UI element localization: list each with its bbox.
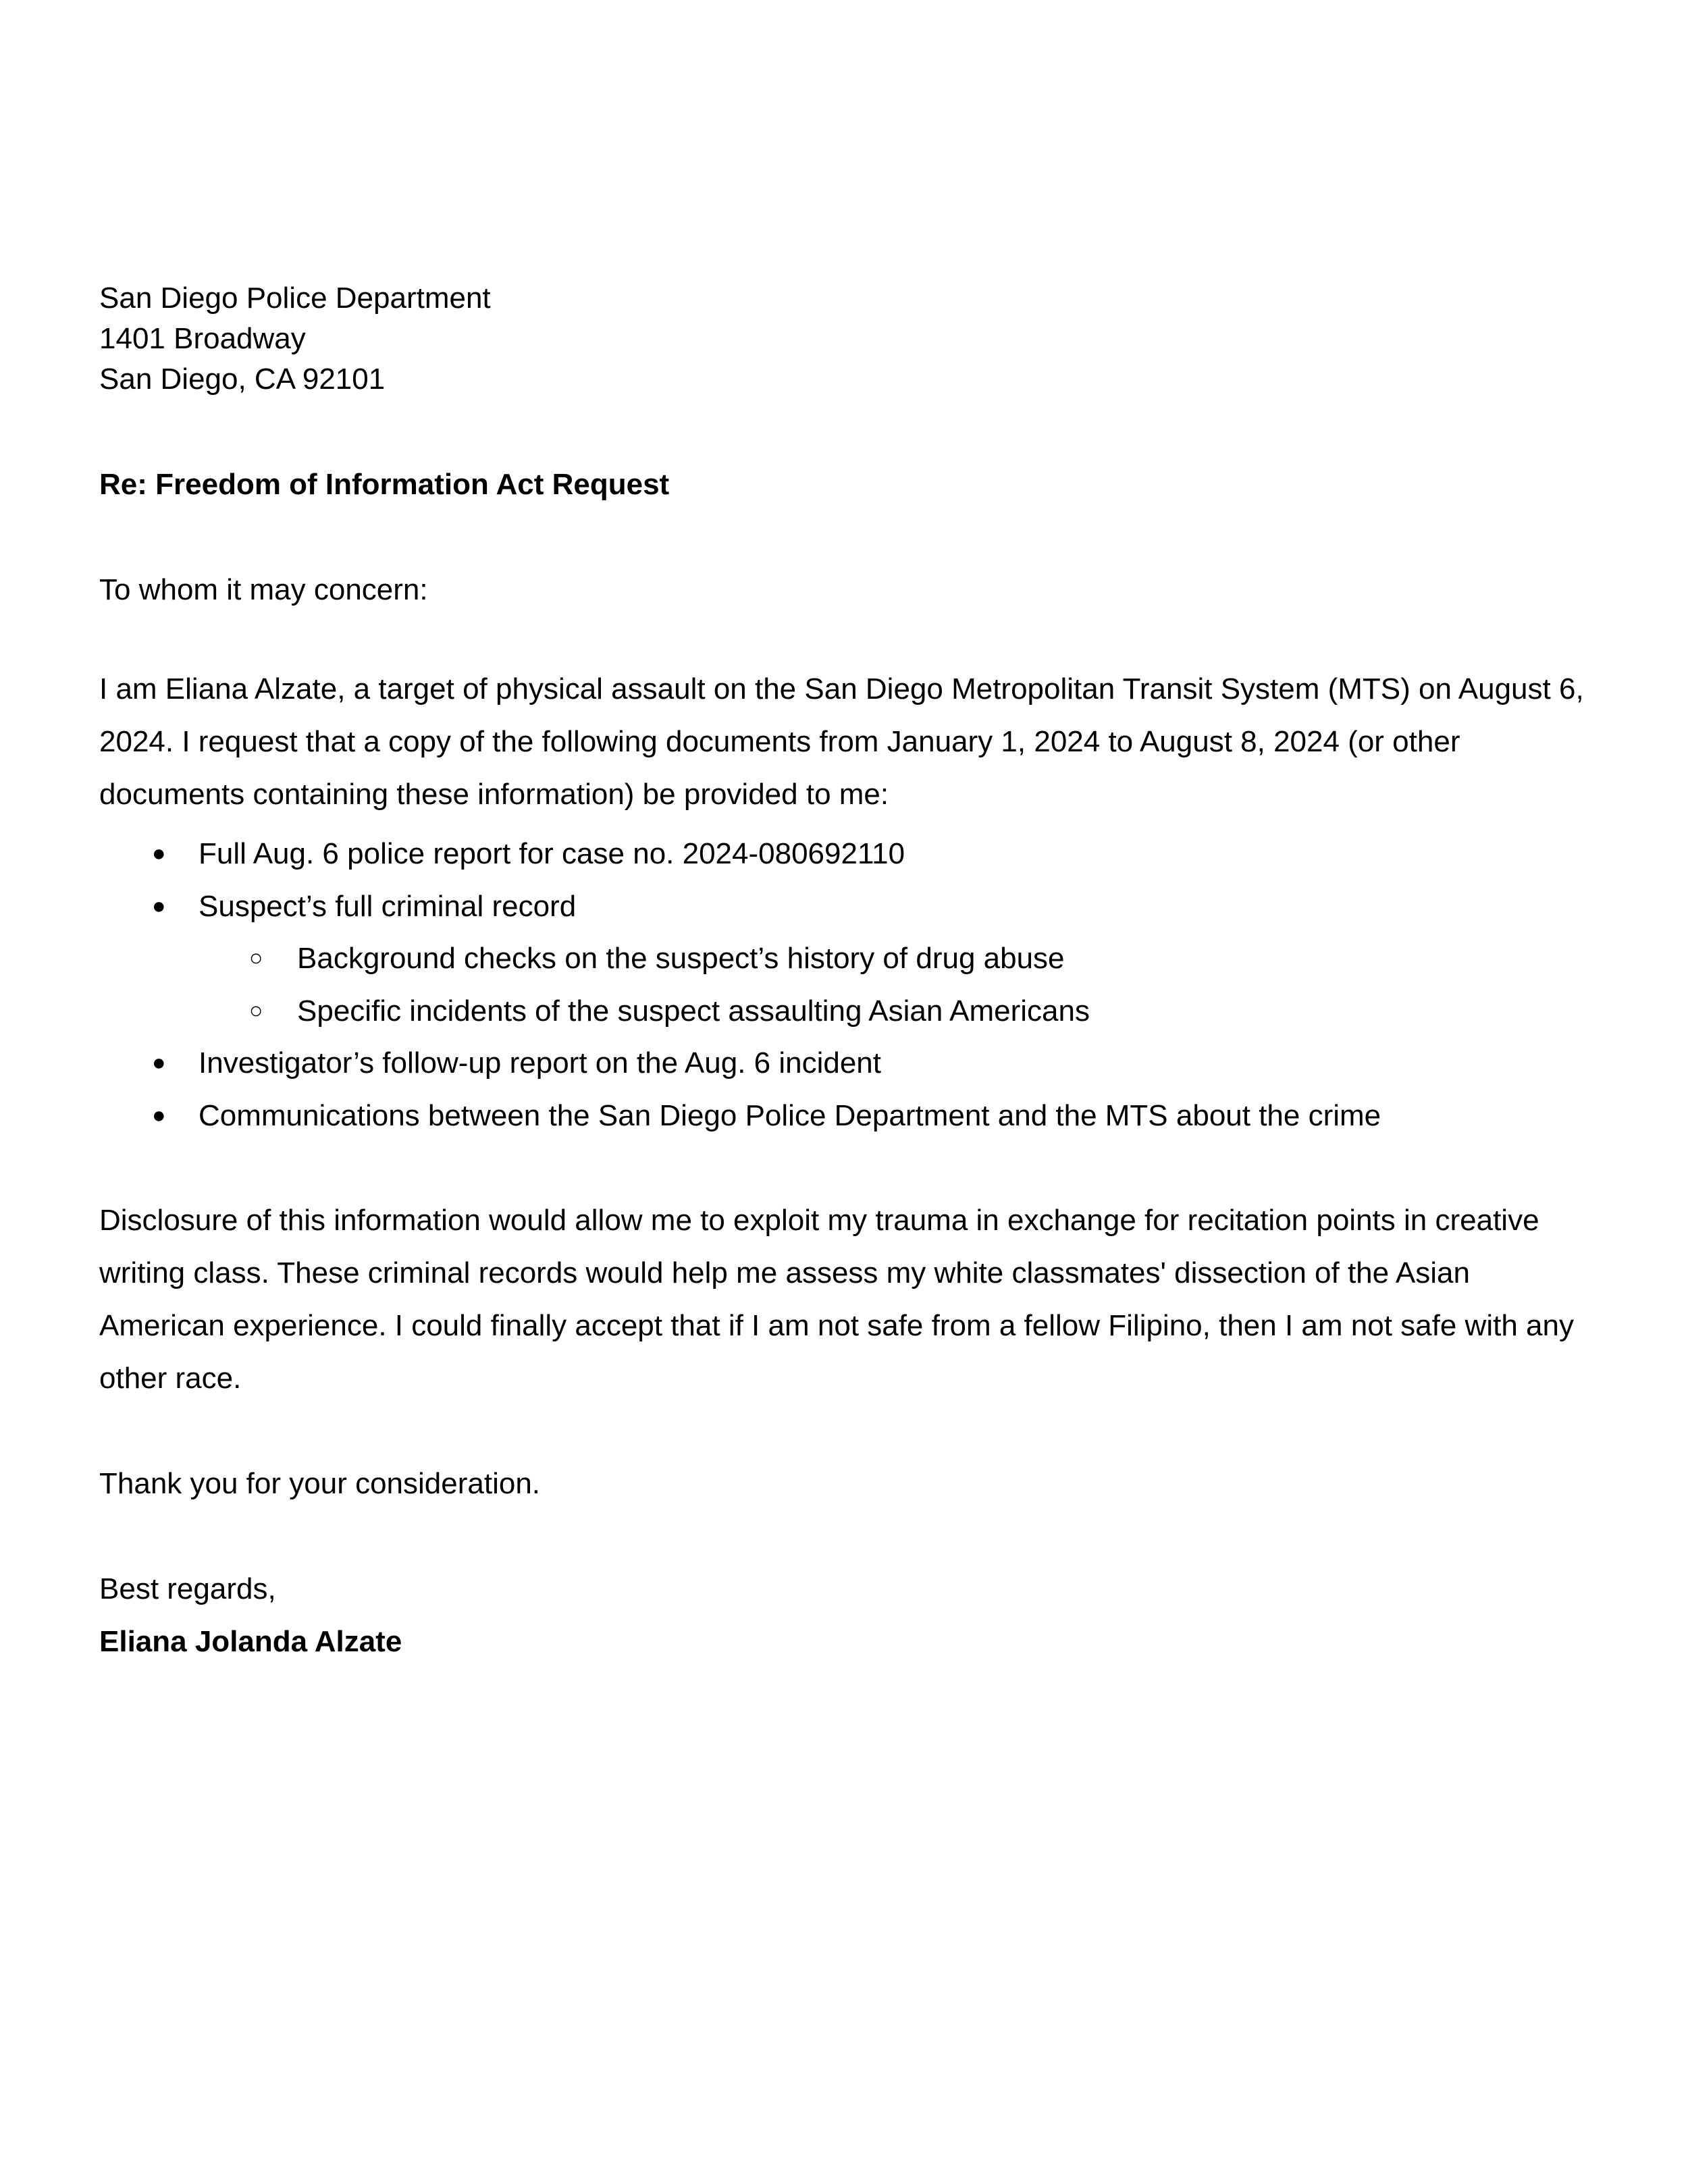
- signature-name: Eliana Jolanda Alzate: [99, 1625, 402, 1658]
- recipient-street: 1401 Broadway: [99, 322, 306, 355]
- hollow-bullet-icon: ○: [249, 945, 263, 971]
- hollow-bullet-icon: ○: [249, 997, 263, 1023]
- thanks-line: Thank you for your consideration.: [99, 1467, 541, 1500]
- letter-body: [99, 278, 1591, 1668]
- sub-list-item: [99, 985, 1591, 1038]
- recipient-name: San Diego Police Department: [99, 282, 491, 315]
- bullet-icon: ●: [152, 841, 166, 866]
- list-item-text: Full Aug. 6 police report for case no. 2024-080692110: [199, 837, 905, 870]
- sub-list-item-text: Specific incidents of the suspect assaulting Asian Americans: [297, 994, 1090, 1028]
- subject-line: Re: Freedom of Information Act Request: [99, 468, 670, 501]
- list-item: [99, 1090, 1591, 1142]
- salutation: To whom it may concern:: [99, 573, 428, 606]
- list-item: [99, 1037, 1591, 1090]
- bullet-icon: ●: [152, 1102, 166, 1128]
- sub-list-item: [99, 932, 1591, 985]
- intro-paragraph: I am Eliana Alzate, a target of physical assault on the San Diego Metropolitan Transit System (MTS) on August 6, 2024. I request that a copy of the following documents from January 1, 2024 to August 8, 2024 (or other documents containing these information) be provided to me:: [99, 672, 1584, 811]
- requested-documents-list: [99, 828, 1591, 1142]
- recipient-city-state-zip: San Diego, CA 92101: [99, 363, 386, 396]
- list-item-text: Communications between the San Diego Police Department and the MTS about the crime: [199, 1098, 1381, 1132]
- recipient-address: [99, 278, 1591, 400]
- list-item-text: Suspect’s full criminal record: [199, 889, 577, 923]
- bullet-icon: ●: [152, 1050, 166, 1075]
- closing-line: Best regards,: [99, 1572, 276, 1605]
- list-item: [99, 828, 1591, 880]
- list-item: [99, 880, 1591, 933]
- list-item-text: Investigator’s follow-up report on the Aug. 6 incident: [199, 1046, 881, 1080]
- sub-list-item-text: Background checks on the suspect’s history of drug abuse: [297, 942, 1065, 975]
- bullet-icon: ●: [152, 893, 166, 919]
- disclosure-paragraph: Disclosure of this information would allow me to exploit my trauma in exchange for recitation points in creative writing class. These criminal records would help me assess my white classmates' dissection of the Asian American experience. I could finally accept that if I am not safe from a fellow Filipino, then I am not safe with any other race.: [99, 1204, 1574, 1395]
